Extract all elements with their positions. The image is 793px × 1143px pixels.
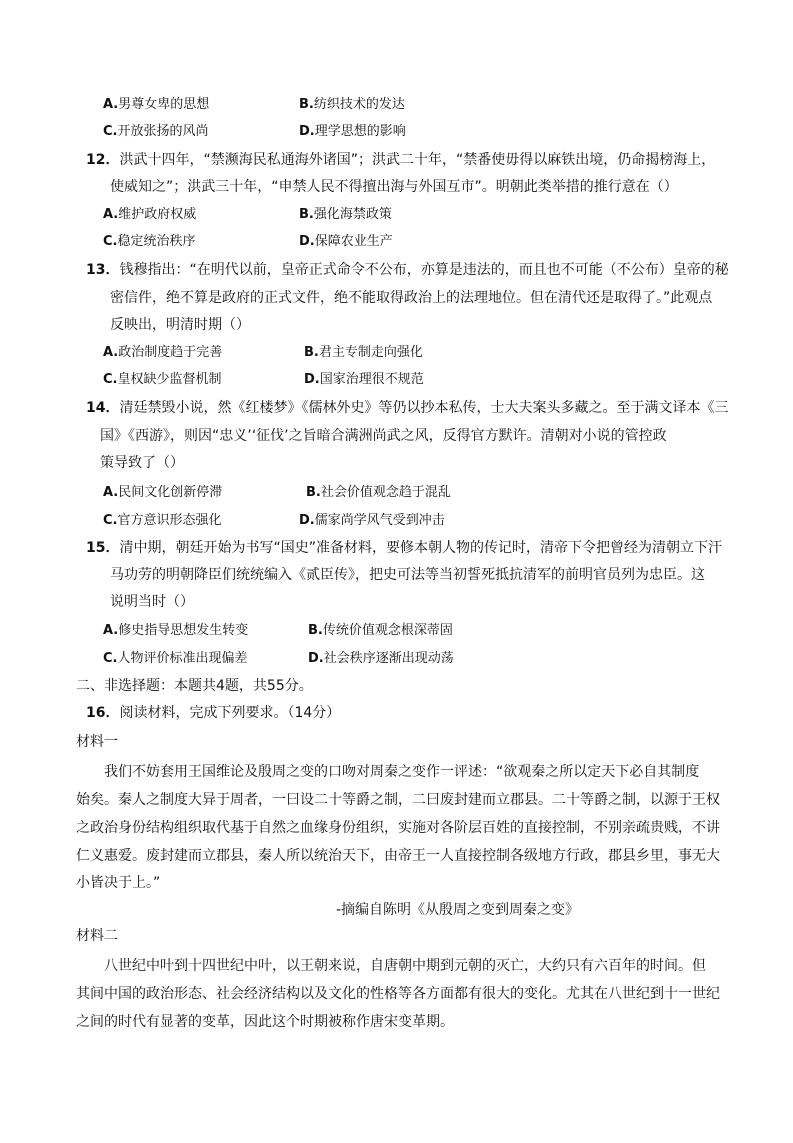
option-text: 修史指导思想发生转变 xyxy=(118,623,249,638)
option-letter: A. xyxy=(103,97,119,112)
q13-stem-line-1 xyxy=(86,260,729,280)
material-2-line-2: 其间中国的政治形态、社会经济结构以及文化的性格等各方面都有很大的变化。尤其在八世纪到十一世纪 xyxy=(76,986,720,1002)
option-letter: A. xyxy=(103,345,119,360)
q14-option-d[interactable] xyxy=(299,511,445,531)
q14-option-b[interactable] xyxy=(306,483,451,503)
q15-option-d[interactable] xyxy=(308,649,454,669)
option-letter: C. xyxy=(103,372,118,387)
stem-text: 清中期，朝廷开始为书写“国史”准备材料，要修本朝人物的传记时，清帝下令把曾经为清朝立下汗 xyxy=(119,540,722,556)
option-letter: C. xyxy=(103,513,118,528)
option-letter: D. xyxy=(299,513,315,528)
question-number: 15． xyxy=(86,540,120,556)
stem-text: 阅读材料，完成下列要求。（14分） xyxy=(119,705,341,721)
option-text: 稳定统治秩序 xyxy=(117,234,196,249)
q11-option-b[interactable] xyxy=(299,95,405,115)
q16-stem xyxy=(86,703,340,723)
question-number: 14． xyxy=(86,400,120,416)
q13-stem-line-2: 密信件，绝不算是政府的正式文件，绝不能取得政治上的法理地位。但在清代还是取得了。”此观点 xyxy=(110,290,713,306)
option-text: 官方意识形态强化 xyxy=(117,513,222,528)
option-text: 强化海禁政策 xyxy=(313,207,392,222)
material-1-label: 材料一 xyxy=(76,734,118,750)
q12-option-b[interactable] xyxy=(299,205,392,225)
q11-option-d[interactable] xyxy=(299,122,406,142)
option-letter: C. xyxy=(103,651,118,666)
option-letter: B. xyxy=(304,345,319,360)
q14-stem-line-1 xyxy=(86,398,728,418)
option-letter: D. xyxy=(304,372,320,387)
option-letter: A. xyxy=(103,485,119,500)
stem-text: 洪武十四年，“禁濒海民私通海外诸国”；洪武二十年，“禁番使毋得以麻铁出境，仍命揭榜海上， xyxy=(119,152,716,168)
section-heading: 二、非选择题：本题共4题，共55分。 xyxy=(76,678,313,694)
q13-option-c[interactable] xyxy=(103,370,222,390)
q14-stem-line-2: 国》《西游》，则因“忠义’‘征伐’之旨暗合满洲尚武之风，反得官方默许。清朝对小说的管控政 xyxy=(100,428,667,444)
option-text: 国家治理很不规范 xyxy=(319,372,424,387)
material-1-line-2: 始矣。秦人之制度大异于周者，一曰设二十等爵之制，二曰废封建而立郡县。二十等爵之制，以源于王权 xyxy=(76,792,720,808)
option-text: 社会价值观念趋于混乱 xyxy=(320,485,451,500)
question-number: 13． xyxy=(86,262,120,278)
option-text: 维护政府权威 xyxy=(118,207,197,222)
q15-stem-line-2: 马功劳的明朝降臣们统统编入《贰臣传》，把史可法等当初誓死抵抗清军的前明官员列为忠臣。这 xyxy=(110,567,705,583)
q13-option-a[interactable] xyxy=(103,343,222,363)
q14-option-a[interactable] xyxy=(103,483,222,503)
stem-text: 清廷禁毁小说，然《红楼梦》《儒林外史》等仍以抄本私传，士大夫案头多藏之。至于满文译本《三 xyxy=(119,400,729,416)
option-text: 民间文化创新停滞 xyxy=(118,485,223,500)
q13-option-b[interactable] xyxy=(304,343,423,363)
question-number: 12． xyxy=(86,152,120,168)
q15-stem-line-1 xyxy=(86,538,722,558)
q15-option-a[interactable] xyxy=(103,621,248,641)
stem-text: 钱穆指出：“在明代以前，皇帝正式命令不公布，亦算是违法的，而且也不可能（不公布）皇帝的秘 xyxy=(119,262,729,278)
material-1-source: -摘编自陈明《从殷周之变到周秦之变》 xyxy=(336,902,580,918)
material-1-line-1: 我们不妨套用王国维论及殷周之变的口吻对周秦之变作一评述：“欲观秦之所以定天下必自其制度 xyxy=(104,764,700,780)
material-1-line-3: 之政治身份结构组织取代基于自然之血缘身份组织，实施对各阶层百姓的直接控制，不别亲疏贵贱，不讲 xyxy=(76,820,720,836)
option-text: 儒家尚学风气受到冲击 xyxy=(314,513,445,528)
option-letter: D. xyxy=(308,651,324,666)
option-letter: D. xyxy=(299,124,315,139)
option-text: 开放张扬的风尚 xyxy=(117,124,209,139)
material-1-line-4: 仁义惠爱。废封建而立郡县，秦人所以统治天下，由帝王一人直接控制各级地方行政，郡县乡里，事无大 xyxy=(76,848,720,864)
q11-option-c[interactable] xyxy=(103,122,209,142)
option-text: 人物评价标准出现偏差 xyxy=(117,651,248,666)
q15-option-c[interactable] xyxy=(103,649,248,669)
option-letter: A. xyxy=(103,623,119,638)
option-letter: C. xyxy=(103,234,118,249)
material-2-label: 材料二 xyxy=(76,928,118,944)
option-letter: C. xyxy=(103,124,118,139)
option-letter: D. xyxy=(299,234,315,249)
option-text: 君主专制走向强化 xyxy=(318,345,423,360)
option-text: 政治制度趋于完善 xyxy=(118,345,223,360)
option-text: 传统价值观念根深蒂固 xyxy=(322,623,453,638)
option-letter: A. xyxy=(103,207,119,222)
option-text: 保障农业生产 xyxy=(314,234,393,249)
q13-option-d[interactable] xyxy=(304,370,424,390)
option-letter: B. xyxy=(308,623,323,638)
q11-option-a[interactable] xyxy=(103,95,209,115)
option-text: 纺织技术的发达 xyxy=(313,97,405,112)
q14-option-c[interactable] xyxy=(103,511,222,531)
option-text: 皇权缺少监督机制 xyxy=(117,372,222,387)
material-1-line-5: 小皆决于上。” xyxy=(76,875,161,891)
q15-option-b[interactable] xyxy=(308,621,453,641)
q12-stem-line-2: 使威知之”；洪武三十年，“申禁人民不得擅出海与外国互市”。明朝此类举措的推行意在（） xyxy=(110,179,678,195)
q12-stem-line-1 xyxy=(86,150,715,170)
q13-stem-line-3: 反映出，明清时期（） xyxy=(110,317,250,333)
option-letter: B. xyxy=(299,207,314,222)
q14-stem-line-3: 策导致了（） xyxy=(100,455,184,471)
option-text: 社会秩序逐渐出现动荡 xyxy=(323,651,454,666)
question-number: 16． xyxy=(86,705,120,721)
q15-stem-line-3: 说明当时（） xyxy=(110,594,194,610)
q12-option-a[interactable] xyxy=(103,205,196,225)
material-2-line-3: 之间的时代有显著的变革，因此这个时期被称作唐宋变革期。 xyxy=(76,1014,454,1030)
option-letter: B. xyxy=(306,485,321,500)
q12-option-c[interactable] xyxy=(103,232,196,252)
material-2-line-1: 八世纪中叶到十四世纪中叶，以王朝来说，自唐朝中期到元朝的灭亡，大约只有六百年的时间。但 xyxy=(104,958,706,974)
q12-option-d[interactable] xyxy=(299,232,393,252)
option-text: 理学思想的影响 xyxy=(314,124,406,139)
option-text: 男尊女卑的思想 xyxy=(118,97,210,112)
option-letter: B. xyxy=(299,97,314,112)
